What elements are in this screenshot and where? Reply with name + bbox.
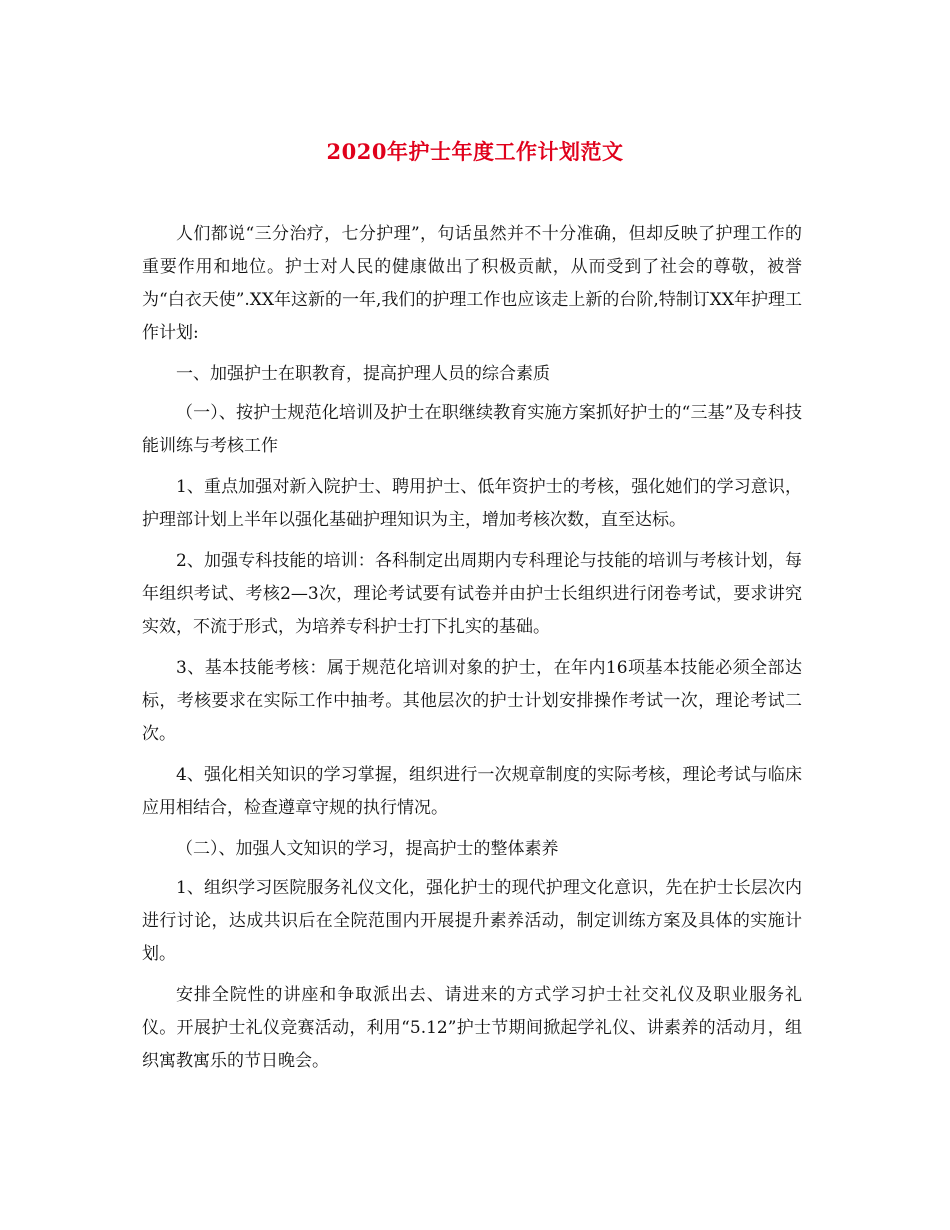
- paragraph-item-3: 3、基本技能考核：属于规范化培训对象的护士，在年内16项基本技能必须全部达标，考核要求在实际工作中抽考。其他层次的护士计划安排操作考试一次，理论考试二次。: [142, 658, 802, 744]
- document-title: 2020年护士年度工作计划范文: [326, 139, 624, 164]
- subsection-heading-2: （二）、加强人文知识的学习，提高护士的整体素养: [176, 839, 559, 859]
- subsection-heading-1: （一）、按护士规范化培训及护士在职继续教育实施方案抓好护士的“三基”及专科技能训练与考核工作: [142, 403, 802, 456]
- paragraph-item-5: 1、组织学习医院服务礼仪文化，强化护士的现代护理文化意识，先在护士长层次内进行讨论，达成共识后在全院范围内开展提升素养活动，制定训练方案及具体的实施计划。: [142, 878, 802, 964]
- paragraph-item-2: 2、加强专科技能的培训：各科制定出周期内专科理论与技能的培训与考核计划，每年组织考试、考核2—3次，理论考试要有试卷并由护士长组织进行闭卷考试，要求讲究实效，不流于形式，为培养专科护士打下扎实的基础。: [142, 551, 802, 637]
- document-body: [142, 218, 802, 1086]
- paragraph-item-6: 安排全院性的讲座和争取派出去、请进来的方式学习护士社交礼仪及职业服务礼仪。开展护士礼仪竞赛活动，利用“5.12”护士节期间掀起学礼仪、讲素养的活动月，组织寓教寓乐的节日晚会。: [142, 985, 802, 1071]
- paragraph-intro: 人们都说“三分治疗，七分护理”，句话虽然并不十分准确，但却反映了护理工作的重要作用和地位。护士对人民的健康做出了积极贡献，从而受到了社会的尊敬，被誉为“白衣天使”.XX年这新的一年,我们的护理工作也应该走上新的台阶,特制订XX年护理工作计划:: [142, 224, 803, 343]
- section-heading-1: 一、加强护士在职教育，提高护理人员的综合素质: [176, 364, 550, 384]
- paragraph-item-4: 4、强化相关知识的学习掌握，组织进行一次规章制度的实际考核，理论考试与临床应用相结合，检查遵章守规的执行情况。: [142, 765, 802, 818]
- paragraph-item-1: 1、重点加强对新入院护士、聘用护士、低年资护士的考核，强化她们的学习意识，护理部计划上半年以强化基础护理知识为主，增加考核次数，直至达标。: [142, 477, 802, 530]
